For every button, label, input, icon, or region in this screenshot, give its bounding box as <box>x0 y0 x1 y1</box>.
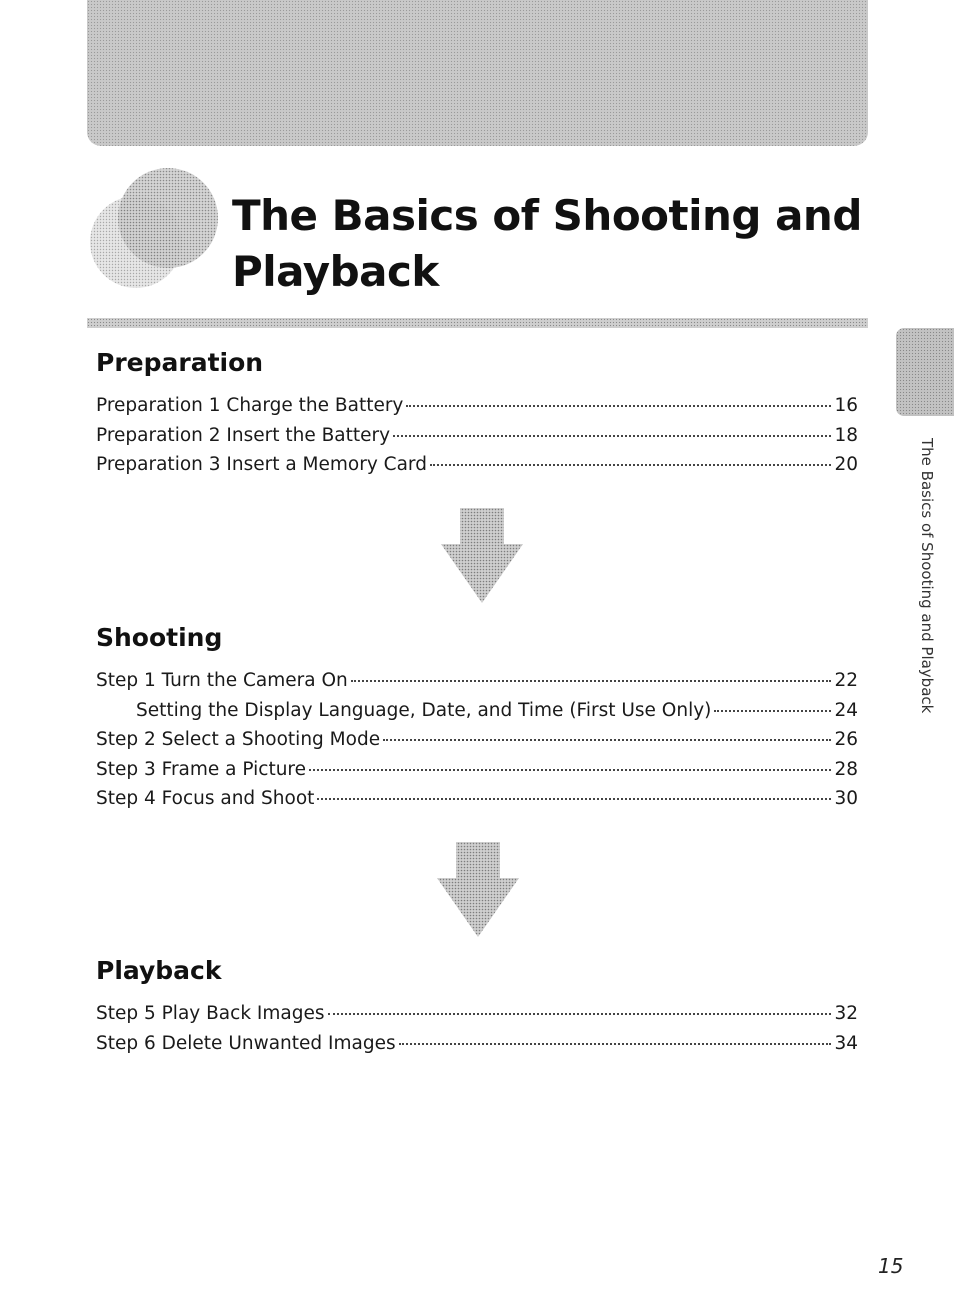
chapter-side-tab <box>896 328 954 416</box>
toc-entry[interactable] <box>96 788 858 818</box>
dot-leader <box>383 739 831 741</box>
dot-leader <box>393 435 831 437</box>
toc-entry-page: 16 <box>834 395 858 416</box>
toc-list-shooting <box>96 670 858 818</box>
toc-entry-text: Step 1 Turn the Camera On <box>96 670 348 691</box>
dot-leader <box>328 1013 832 1015</box>
toc-entry-page: 30 <box>834 788 858 809</box>
toc-entry[interactable] <box>96 1003 858 1033</box>
toc-entry[interactable] <box>96 395 858 425</box>
toc-entry-page: 26 <box>834 729 858 750</box>
chapter-title-line2: Playback <box>232 247 439 296</box>
toc-entry[interactable] <box>96 759 858 789</box>
chapter-title <box>232 188 872 300</box>
chapter-title-line1: The Basics of Shooting and <box>232 191 862 240</box>
dot-leader <box>714 710 831 712</box>
toc-entry[interactable] <box>96 700 858 730</box>
toc-entry-text: Step 5 Play Back Images <box>96 1003 325 1024</box>
down-arrow-icon <box>433 842 523 937</box>
down-arrow-icon <box>437 508 527 603</box>
title-rule <box>87 318 868 328</box>
dot-leader <box>309 769 831 771</box>
section-heading-preparation: Preparation <box>96 348 264 377</box>
dot-leader <box>430 464 831 466</box>
toc-entry-text: Preparation 2 Insert the Battery <box>96 424 391 446</box>
section-heading-shooting: Shooting <box>96 623 223 652</box>
toc-entry-page: 22 <box>834 670 858 691</box>
dot-leader <box>399 1043 832 1045</box>
toc-entry[interactable] <box>96 454 858 484</box>
dot-leader <box>317 798 831 800</box>
toc-entry-page: 34 <box>834 1032 858 1054</box>
toc-entry-page: 20 <box>834 454 858 475</box>
toc-entry[interactable] <box>96 425 858 455</box>
toc-entry[interactable] <box>96 670 858 700</box>
dot-leader <box>406 405 831 407</box>
page-number: 15 <box>878 1254 904 1278</box>
toc-entry[interactable] <box>96 1033 858 1063</box>
toc-entry-text: Setting the Display Language, Date, and Time (First Use Only) <box>136 699 712 721</box>
chapter-circles-icon <box>84 152 224 302</box>
toc-entry-text: Step 6 Delete Unwanted Images <box>96 1032 396 1054</box>
toc-list-preparation <box>96 395 858 484</box>
toc-entry-page: 32 <box>834 1003 858 1024</box>
toc-entry-text: Step 4 Focus and Shoot <box>96 788 315 809</box>
toc-list-playback <box>96 1003 858 1062</box>
toc-entry-page: 28 <box>834 758 858 780</box>
toc-entry-text: Step 3 Frame a Picture <box>96 758 307 780</box>
toc-entry-page: 18 <box>834 424 858 446</box>
section-heading-playback: Playback <box>96 956 222 985</box>
toc-entry-text: Preparation 3 Insert a Memory Card <box>96 454 427 475</box>
toc-entry-page: 24 <box>834 699 858 721</box>
toc-entry-text: Step 2 Select a Shooting Mode <box>96 729 381 750</box>
toc-entry[interactable] <box>96 729 858 759</box>
side-tab-label: The Basics of Shooting and Playback <box>918 438 936 714</box>
top-banner <box>87 0 868 146</box>
toc-entry-text: Preparation 1 Charge the Battery <box>96 395 404 416</box>
dot-leader <box>351 680 832 682</box>
